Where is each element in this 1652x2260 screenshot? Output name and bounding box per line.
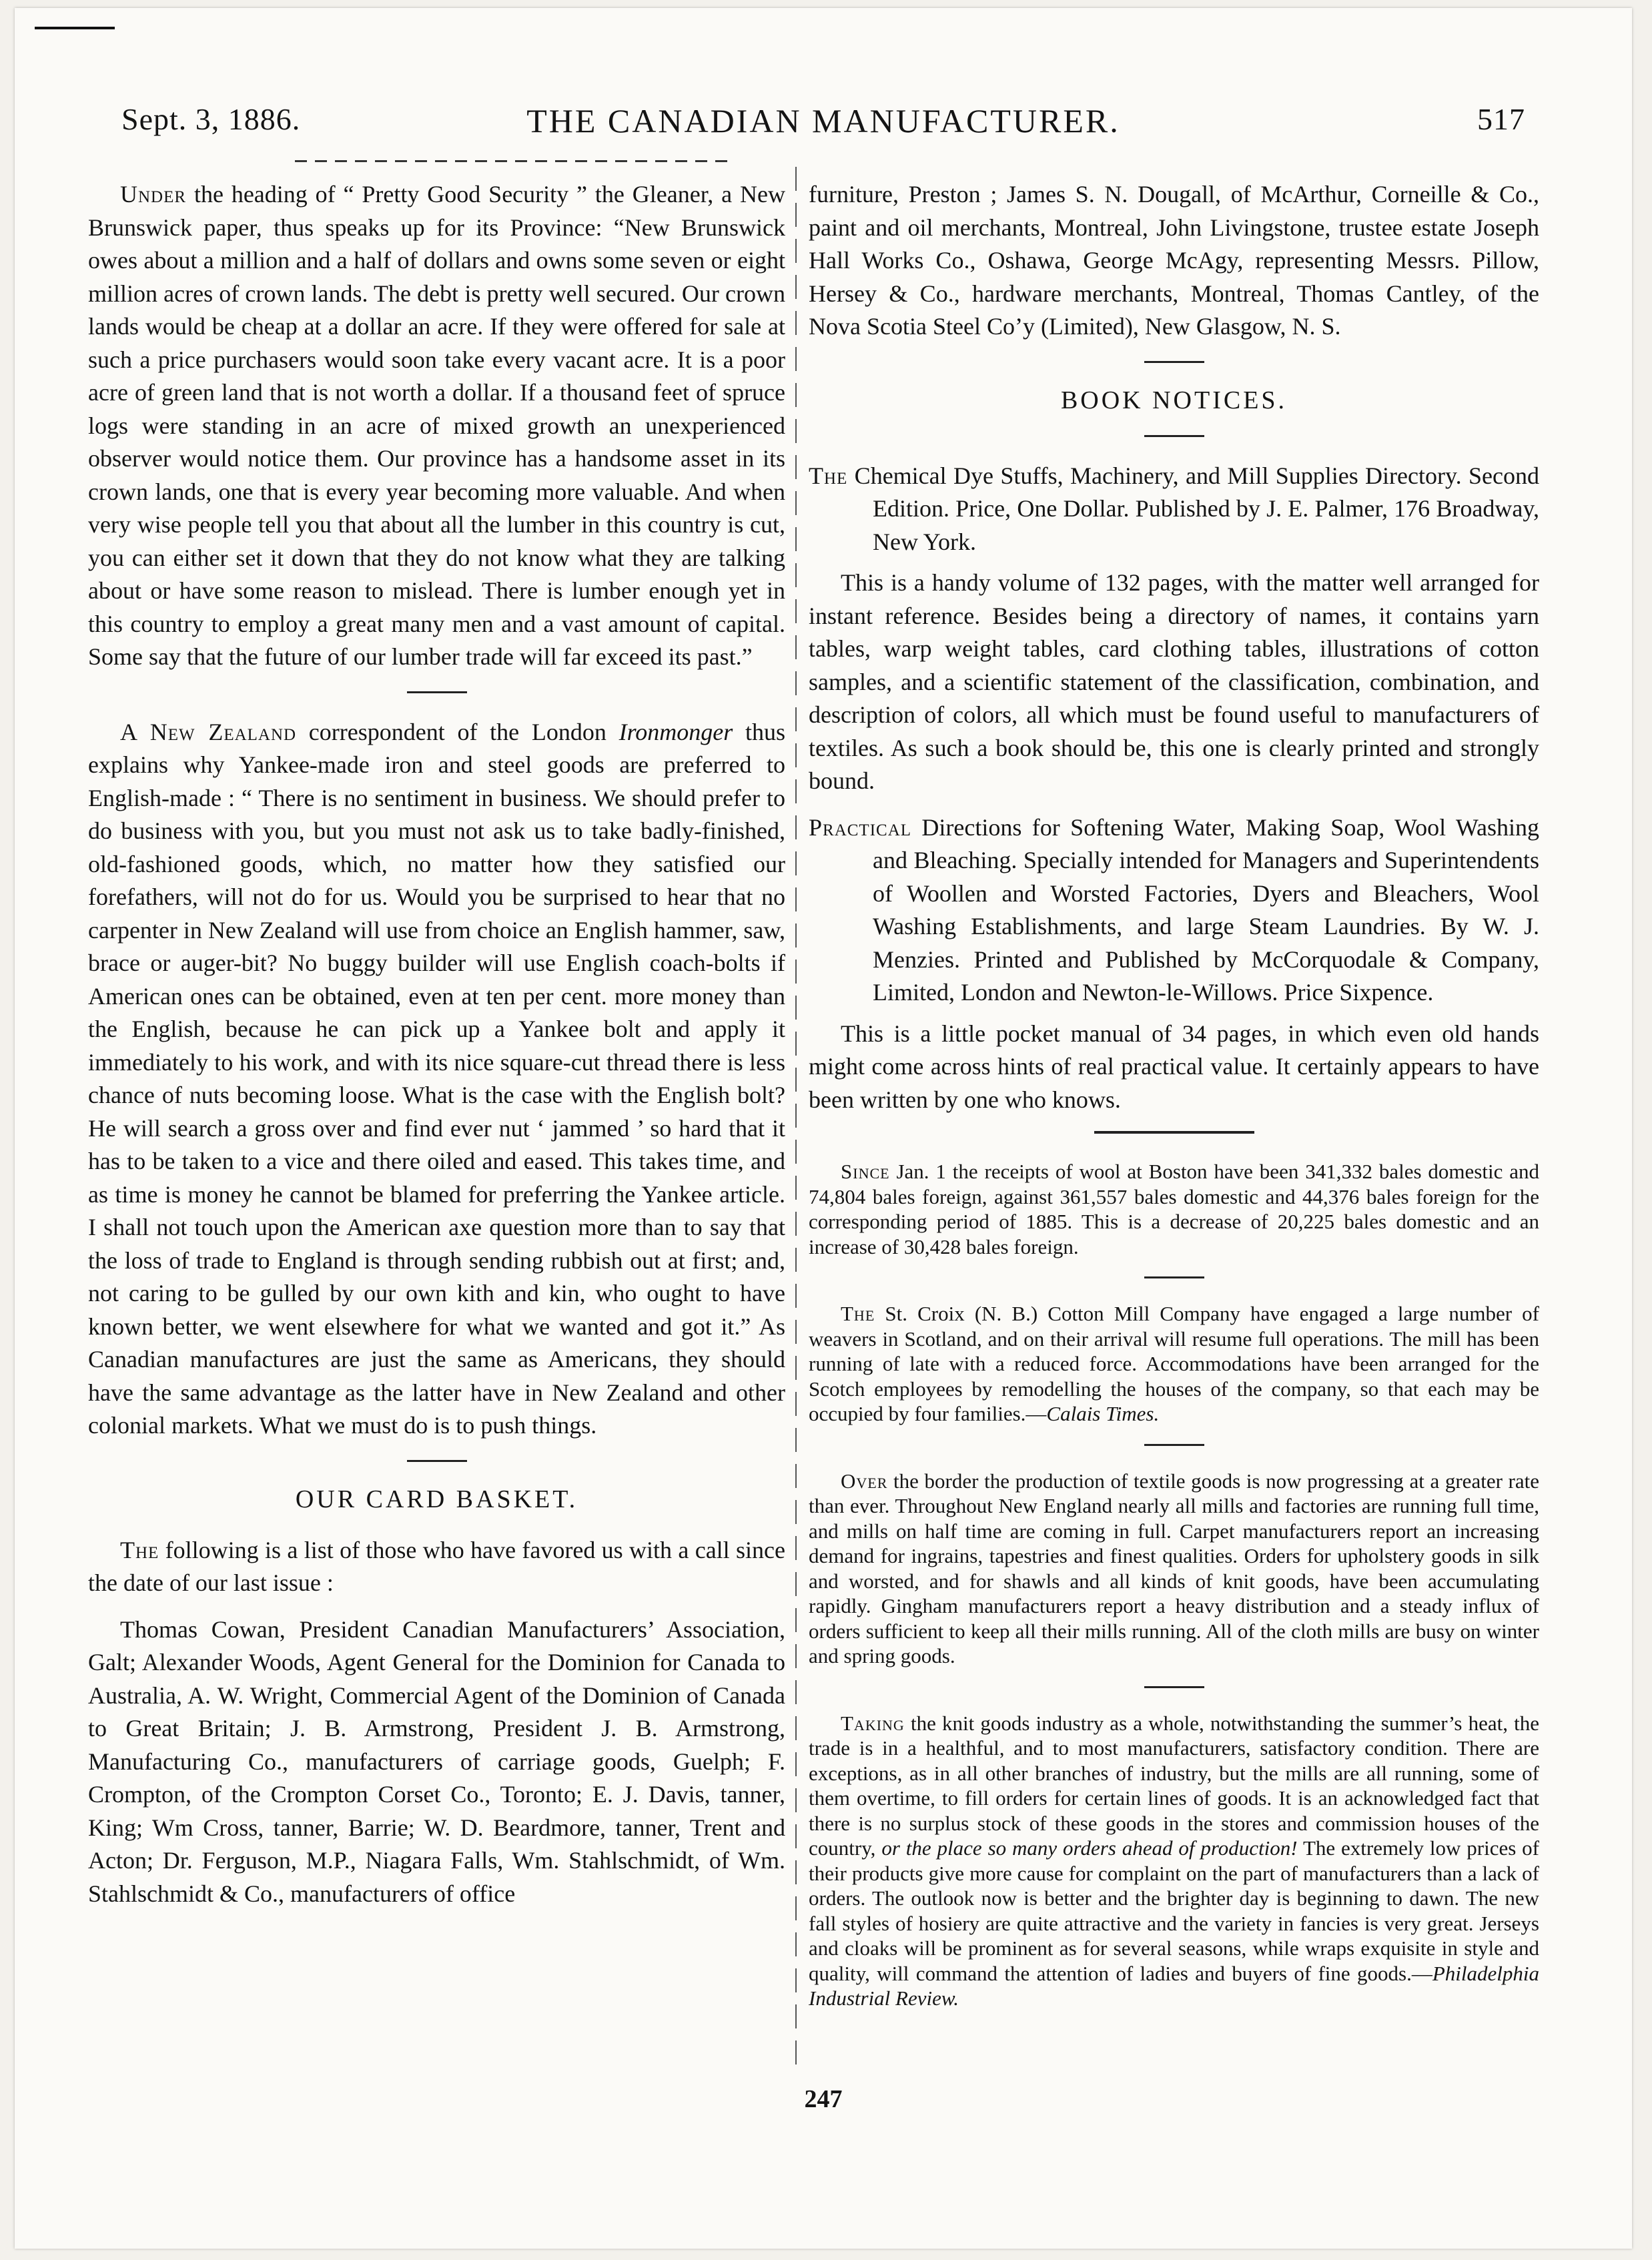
section-rule: [1144, 1444, 1204, 1446]
section-rule: [1144, 1686, 1204, 1688]
article-text: the knit goods industry as a whole, notwithstanding the summer’s heat, the trade is in a healthful, and to most manufacturers, satisfactory condition. There are exceptions, as in all other branches of industry, but the mills are all running, some of them overtime, to fill orders for certain lines of goods. It is an acknowledged fact that there is no surplus stock of these goods in the stores and commission houses of the country,: [809, 1711, 1539, 1860]
book-title-text: Chemical Dye Stuffs, Machinery, and Mill Supplies Directory. Second Edition. Price, One Dollar. Published by J. E. Palmer, 176 Broadway, New York.: [847, 462, 1539, 555]
card-basket-list-continued: furniture, Preston ; James S. N. Dougall, of McArthur, Corneille & Co., paint and oil merchants, Montreal, John Livingstone, trustee estate Joseph Hall Works Co., Oshawa, George McAgy, representing Messrs. Pillow, Hersey & Co., hardware merchants, Montreal, Thomas Cantley, of the Nova Scotia Steel Co’y (Limited), New Glasgow, N. S.: [809, 181, 1539, 340]
article-text: St. Croix (N. B.) Cotton Mill Company have engaged a large number of weavers in Scotland, and on their arrival will resume full operations. The mill has been running of late with a reduced force. Accommodations have been arranged for the Scotch employees by remodelling the houses of the company, so that each may be occupied by four families.—: [809, 1302, 1539, 1425]
article-text: Jan. 1 the receipts of wool at Boston have been 341,332 bales domestic and 74,804 bales foreign, against 361,557 bales domestic and 44,376 bales foreign for the corresponding period of 1885. This is a decrease of 20,225 bales domestic and an increase of 30,428 bales foreign.: [809, 1160, 1539, 1258]
lead-word: The: [841, 1302, 875, 1325]
lead-word: Practical: [809, 813, 912, 841]
left-column: [88, 178, 785, 1924]
publication-title: THE CANADIAN MANUFACTURER.: [526, 102, 1120, 139]
lead-word: Over: [841, 1469, 888, 1493]
section-rule: [1094, 1131, 1254, 1134]
book-notice-title: [809, 460, 1539, 559]
lead-word: A New Zealand: [120, 718, 297, 745]
lead-word: Taking: [841, 1711, 905, 1735]
folio-number: 247: [804, 2085, 843, 2113]
publication-name: Ironmonger: [618, 718, 733, 745]
heading-card-basket: OUR CARD BASKET.: [295, 1485, 578, 1513]
section-rule: [407, 691, 467, 693]
article-text: correspondent of the London: [296, 718, 619, 745]
lead-word: The: [120, 1536, 159, 1563]
section-rule: [407, 1460, 467, 1462]
section-rule: [1144, 435, 1204, 437]
issue-date: Sept. 3, 1886.: [121, 102, 301, 136]
lead-word: Under: [120, 181, 187, 208]
article-new-zealand: [88, 716, 785, 1443]
source-credit: Philadelphia Industrial Review.: [809, 1961, 1539, 2010]
lead-word: Since: [841, 1160, 890, 1183]
article-text: the border the production of textile goods is now progressing at a greater rate than ever. Throughout New England nearly all mills and factories are running full time, and mills on half time are coming in full. Carpet manufacturers report an increasing demand for ingrains, tapestries and finest qualities. Orders for upholstery goods in silk and worsted, and for shawls and all kinds of knit goods, have been accumulating rapidly. Gingham manufacturers report a heavy distribution and a steady influx of orders sufficient to keep all their mills running. All of the cloth mills are busy on winter and spring goods.: [809, 1469, 1539, 1667]
source-credit: Calais Times.: [1046, 1402, 1160, 1425]
article-text: following is a list of those who have favored us with a call since the date of our last issue :: [88, 1536, 785, 1596]
book-notice-review: This is a handy volume of 132 pages, with the matter well arranged for instant reference. Besides being a directory of names, it contains yarn tables, warp weight tables, card clothing tables, illustrations of cotton samples, and a scientific statement of the classification, combination, and description of colors, all which must be found useful to manufacturers of textiles. As such a book should be, this one is clearly printed and strongly bound.: [809, 569, 1539, 794]
article-textile-production: [809, 1469, 1539, 1669]
header-rule: [295, 160, 735, 162]
article-pretty-good-security: [88, 178, 785, 674]
newspaper-page: [15, 8, 1632, 2249]
heading-book-notices: BOOK NOTICES.: [1060, 386, 1288, 414]
section-rule: [1144, 1276, 1204, 1278]
page-header: [108, 101, 1539, 141]
article-text: thus explains why Yankee-made iron and steel goods are preferred to English-made : “ There is no sentiment in business. We should prefer to do business with you, but you must not ask us to take badly-finished, old-fashioned goods, which, no matter how they satisfied our forefathers, will not do for us. Would you be surprised to hear that no carpenter in New Zealand will use from choice an English hammer, saw, brace or auger-bit? No buggy builder will use English coach-bolts if American ones can be obtained, even at ten per cent. more money than the English, because he can pick up a Yankee bolt and apply it immediately to his work, and with its nice square-cut thread there is less chance of nuts becoming loose. What is the case with the English bolt? He will search a gross over and find ever nut ‘ jammed ’ so hard that it has to be taken to a vice and there oiled and eased. This takes time, and as time is money he cannot be blamed for preferring the Yankee article. I shall not touch upon the American axe question more than to say that the loss of trade to England is through sending rubbish out at first; and, not caring to be gulled by our own kith and kin, who ought to have known better, we went elsewhere for what we wanted and got it.” As Canadian manufactures are just the same as Americans, they should have the same advantage as the latter have in New Zealand and other colonial markets. What we must do is to push things.: [88, 718, 785, 1439]
card-basket-intro: [88, 1534, 785, 1600]
article-italic-text: or the place so many orders ahead of production!: [881, 1836, 1298, 1860]
corner-mark: [35, 27, 115, 29]
article-text: The extremely low prices of their products give more cause for complaint on the part of manufacturers than a lack of orders. The outlook now is better and the brighter day is beginning to dawn. The new fall styles of hosiery are quite attractive and the variety in fancies is very great. Jerseys and cloaks will be prominent as for several seasons, while wraps exquisite in style and quality, will command the attention of ladies and buyers of fine goods.—: [809, 1836, 1539, 1985]
card-basket-list: Thomas Cowan, President Canadian Manufacturers’ Association, Galt; Alexander Woods, Agent General for the Dominion for Canada to Australia, A. W. Wright, Commercial Agent of the Dominion of Canada to Great Britain; J. B. Armstrong, President J. B. Armstrong, Manufacturing Co., manufacturers of carriage goods, Guelph; F. Crompton, of the Crompton Corset Co., Toronto; E. J. Davis, tanner, King; Wm Cross, tanner, Barrie; W. D. Beardmore, tanner, Trent and Acton; Dr. Ferguson, M.P., Niagara Falls, Wm. Stahlschmidt, of Wm. Stahlschmidt & Co., manufacturers of office: [88, 1615, 785, 1907]
article-text: the heading of “ Pretty Good Security ” the Gleaner, a New Brunswick paper, thus speaks up for its Province: “New Brunswick owes about a million and a half of dollars and owns some seven or eight million acres of crown lands. The debt is pretty well secured. Our crown lands would be cheap at a dollar an acre. If they were offered for sale at such a price purchasers would soon take every vacant acre. It is a poor acre of green land that is not worth a dollar. If a thousand feet of spruce logs were standing in an acre of mixed growth an unexperienced observer would notice them. Our province has a handsome asset in its crown lands, one that is every year becoming more valuable. And when very wise people tell you that about all the lumber in this country is cut, you can either set it down that they do not know what they are talking about or have some reason to mislead. There is lumber enough yet in this country to employ a great many men and a vast amount of capital. Some say that the future of our lumber trade will far exceed its past.”: [88, 181, 785, 670]
article-knit-goods: [809, 1711, 1539, 2011]
right-column: [809, 178, 1539, 2024]
page-number: 517: [1477, 102, 1525, 136]
book-notice-title: [809, 811, 1539, 1010]
lead-word: The: [809, 462, 848, 489]
book-title-text: Directions for Softening Water, Making Soap, Wool Washing and Bleaching. Specially intended for Managers and Superintendents of Woollen and Worsted Factories, Dyers and Bleachers, Wool Washing Establishments, and large Steam Laundries. By W. J. Menzies. Printed and Published by McCorquodale & Company, Limited, London and Newton-le-Willows. Price Sixpence.: [873, 813, 1539, 1006]
article-st-croix-mill: [809, 1301, 1539, 1427]
book-notice-review: This is a little pocket manual of 34 pages, in which even old hands might come across hints of real practical value. It certainly appears to have been written by one who knows.: [809, 1020, 1539, 1113]
column-divider: [795, 167, 797, 2075]
section-rule: [1144, 361, 1204, 363]
article-boston-wool: [809, 1159, 1539, 1259]
